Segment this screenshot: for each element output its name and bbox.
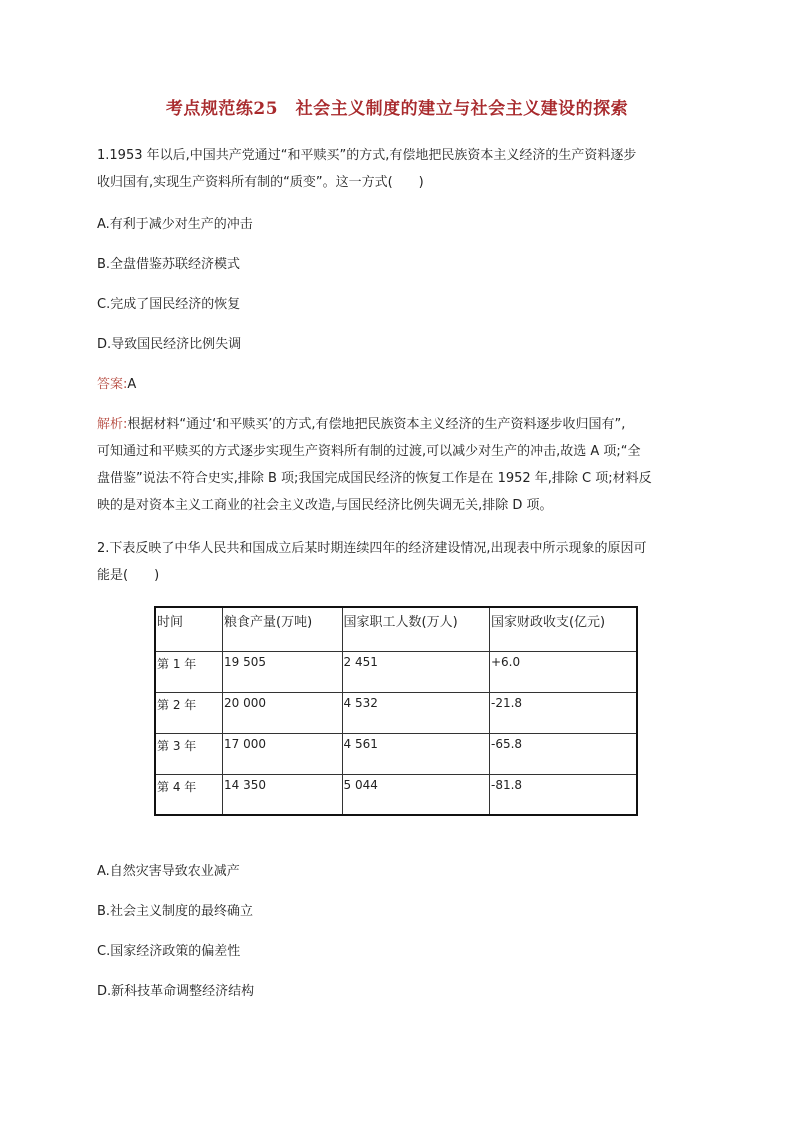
table-cell: 第 4 年 xyxy=(155,774,223,815)
q1-analysis-line4: 映的是对资本主义工商业的社会主义改造,与国民经济比例失调无关,排除 D 项。 xyxy=(97,498,553,513)
page-title: 考点规范练25 社会主义制度的建立与社会主义建设的探索 xyxy=(165,99,629,119)
table-cell: 19 505 xyxy=(223,651,342,692)
table-cell: -65.8 xyxy=(489,733,637,774)
table-cell: 第 2 年 xyxy=(155,692,223,733)
q1-answer xyxy=(97,376,136,394)
table-header-cell: 时间 xyxy=(155,607,223,651)
table-header-cell: 国家职工人数(万人) xyxy=(342,607,489,651)
q2-option-c: C.国家经济政策的偏差性 xyxy=(97,944,241,959)
answer-label: 答案: xyxy=(97,377,128,392)
table-cell: -81.8 xyxy=(489,774,637,815)
q2-option-d: D.新科技革命调整经济结构 xyxy=(97,984,255,999)
q2-stem-line2: 能是( ) xyxy=(97,568,160,583)
analysis-label: 解析: xyxy=(97,417,128,432)
q2-stem-line1: 2.下表反映了中华人民共和国成立后某时期连续四年的经济建设情况,出现表中所示现象的原因可 xyxy=(97,541,647,556)
table-cell: 14 350 xyxy=(223,774,342,815)
q1-option-d: D.导致国民经济比例失调 xyxy=(97,337,242,352)
table-row xyxy=(155,774,637,815)
q2-option-b: B.社会主义制度的最终确立 xyxy=(97,904,254,919)
q1-stem-line2: 收归国有,实现生产资料所有制的“质变”。这一方式( ) xyxy=(97,175,424,190)
q2-option-a: A.自然灾害导致农业减产 xyxy=(97,864,240,879)
analysis-text-1: 根据材料“通过‘和平赎买’的方式,有偿地把民族资本主义经济的生产资料逐步收归国有”, xyxy=(127,417,626,432)
q1-option-b: B.全盘借鉴苏联经济模式 xyxy=(97,257,241,272)
table-cell: 20 000 xyxy=(223,692,342,733)
table-cell: 4 561 xyxy=(342,733,489,774)
table-cell: 17 000 xyxy=(223,733,342,774)
q1-option-a: A.有利于减少对生产的冲击 xyxy=(97,217,253,232)
table-header-cell: 粮食产量(万吨) xyxy=(223,607,342,651)
table-row xyxy=(155,651,637,692)
table-cell: +6.0 xyxy=(489,651,637,692)
q1-analysis-line1 xyxy=(97,416,625,434)
q1-stem-line1: 1.1953 年以后,中国共产党通过“和平赎买”的方式,有偿地把民族资本主义经济的生产资料逐步 xyxy=(97,148,637,163)
table-cell: 2 451 xyxy=(342,651,489,692)
table-header-cell: 国家财政收支(亿元) xyxy=(489,607,637,651)
economic-data-table xyxy=(154,606,638,816)
q1-analysis-line3: 盘借鉴”说法不符合史实,排除 B 项;我国完成国民经济的恢复工作是在 1952 年,排除 C 项;材料反 xyxy=(97,471,652,486)
table-cell: 第 1 年 xyxy=(155,651,223,692)
table-cell: 第 3 年 xyxy=(155,733,223,774)
answer-value: A xyxy=(127,377,137,392)
table-cell: -21.8 xyxy=(489,692,637,733)
table-cell: 4 532 xyxy=(342,692,489,733)
table-row xyxy=(155,733,637,774)
table-cell: 5 044 xyxy=(342,774,489,815)
table-header-row xyxy=(155,607,637,651)
table-row xyxy=(155,692,637,733)
q1-option-c: C.完成了国民经济的恢复 xyxy=(97,297,241,312)
q1-analysis-line2: 可知通过和平赎买的方式逐步实现生产资料所有制的过渡,可以减少对生产的冲击,故选 A 项;“全 xyxy=(97,444,641,459)
